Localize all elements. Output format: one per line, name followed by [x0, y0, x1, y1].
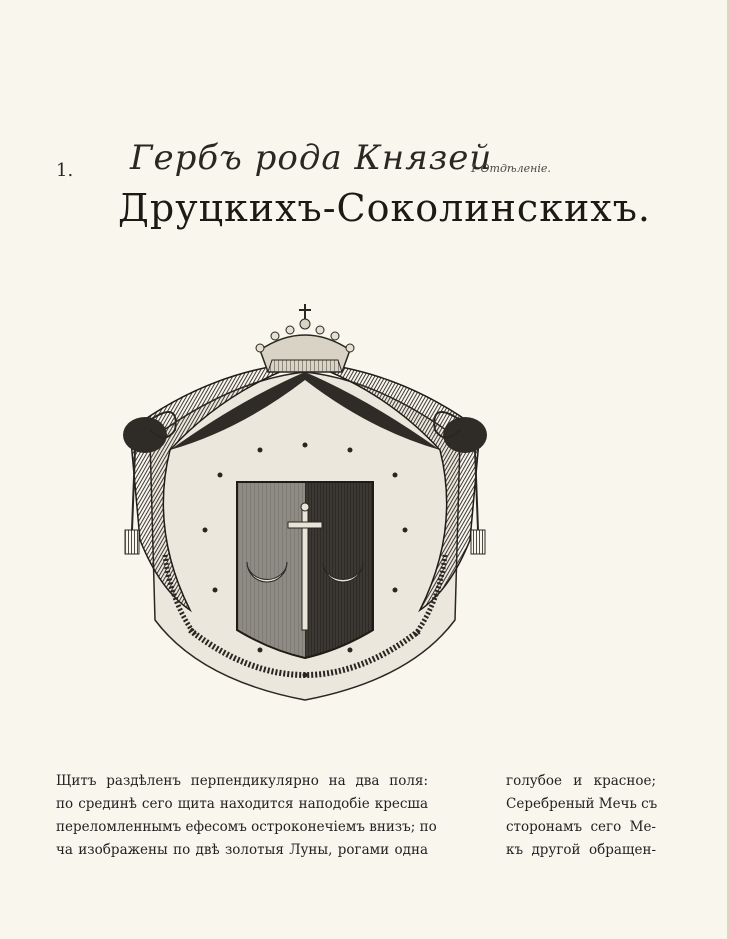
crown — [256, 304, 354, 372]
blazon-text — [56, 770, 656, 862]
blazon-line-right: къ другой обращен- — [506, 842, 656, 858]
coat-of-arms-engraving — [110, 300, 500, 720]
blazon-line-left: Щитъ раздѣленъ перпендикулярно на два поля: — [56, 773, 428, 789]
blazon-line-right: сторонамъ сего Ме- — [506, 819, 656, 835]
title-line-2: Друцкихъ-Соколинскихъ. — [118, 186, 651, 230]
blazon-line — [56, 816, 656, 839]
blazon-line-right: голубое и красное; — [506, 773, 656, 789]
blazon-line — [56, 839, 656, 862]
blazon-line-left: ча изображены по двѣ золотыя Луны, рогами одна — [56, 842, 428, 858]
blazon-line-left: переломленнымъ ефесомъ остроконечіемъ внизъ; по — [56, 819, 437, 835]
blazon-line — [56, 793, 656, 816]
title-note: 1 Отдѣленіе. — [470, 162, 551, 175]
blazon-line-right: Серебреный Мечь съ — [506, 796, 658, 812]
title-line-1: Гербъ рода Князей — [130, 138, 493, 178]
blazon-line — [56, 770, 656, 793]
shield — [237, 482, 373, 658]
page-number: 1. — [56, 160, 74, 181]
blazon-line-left: по срединѣ сего щита находится наподобіе кресша — [56, 796, 428, 812]
